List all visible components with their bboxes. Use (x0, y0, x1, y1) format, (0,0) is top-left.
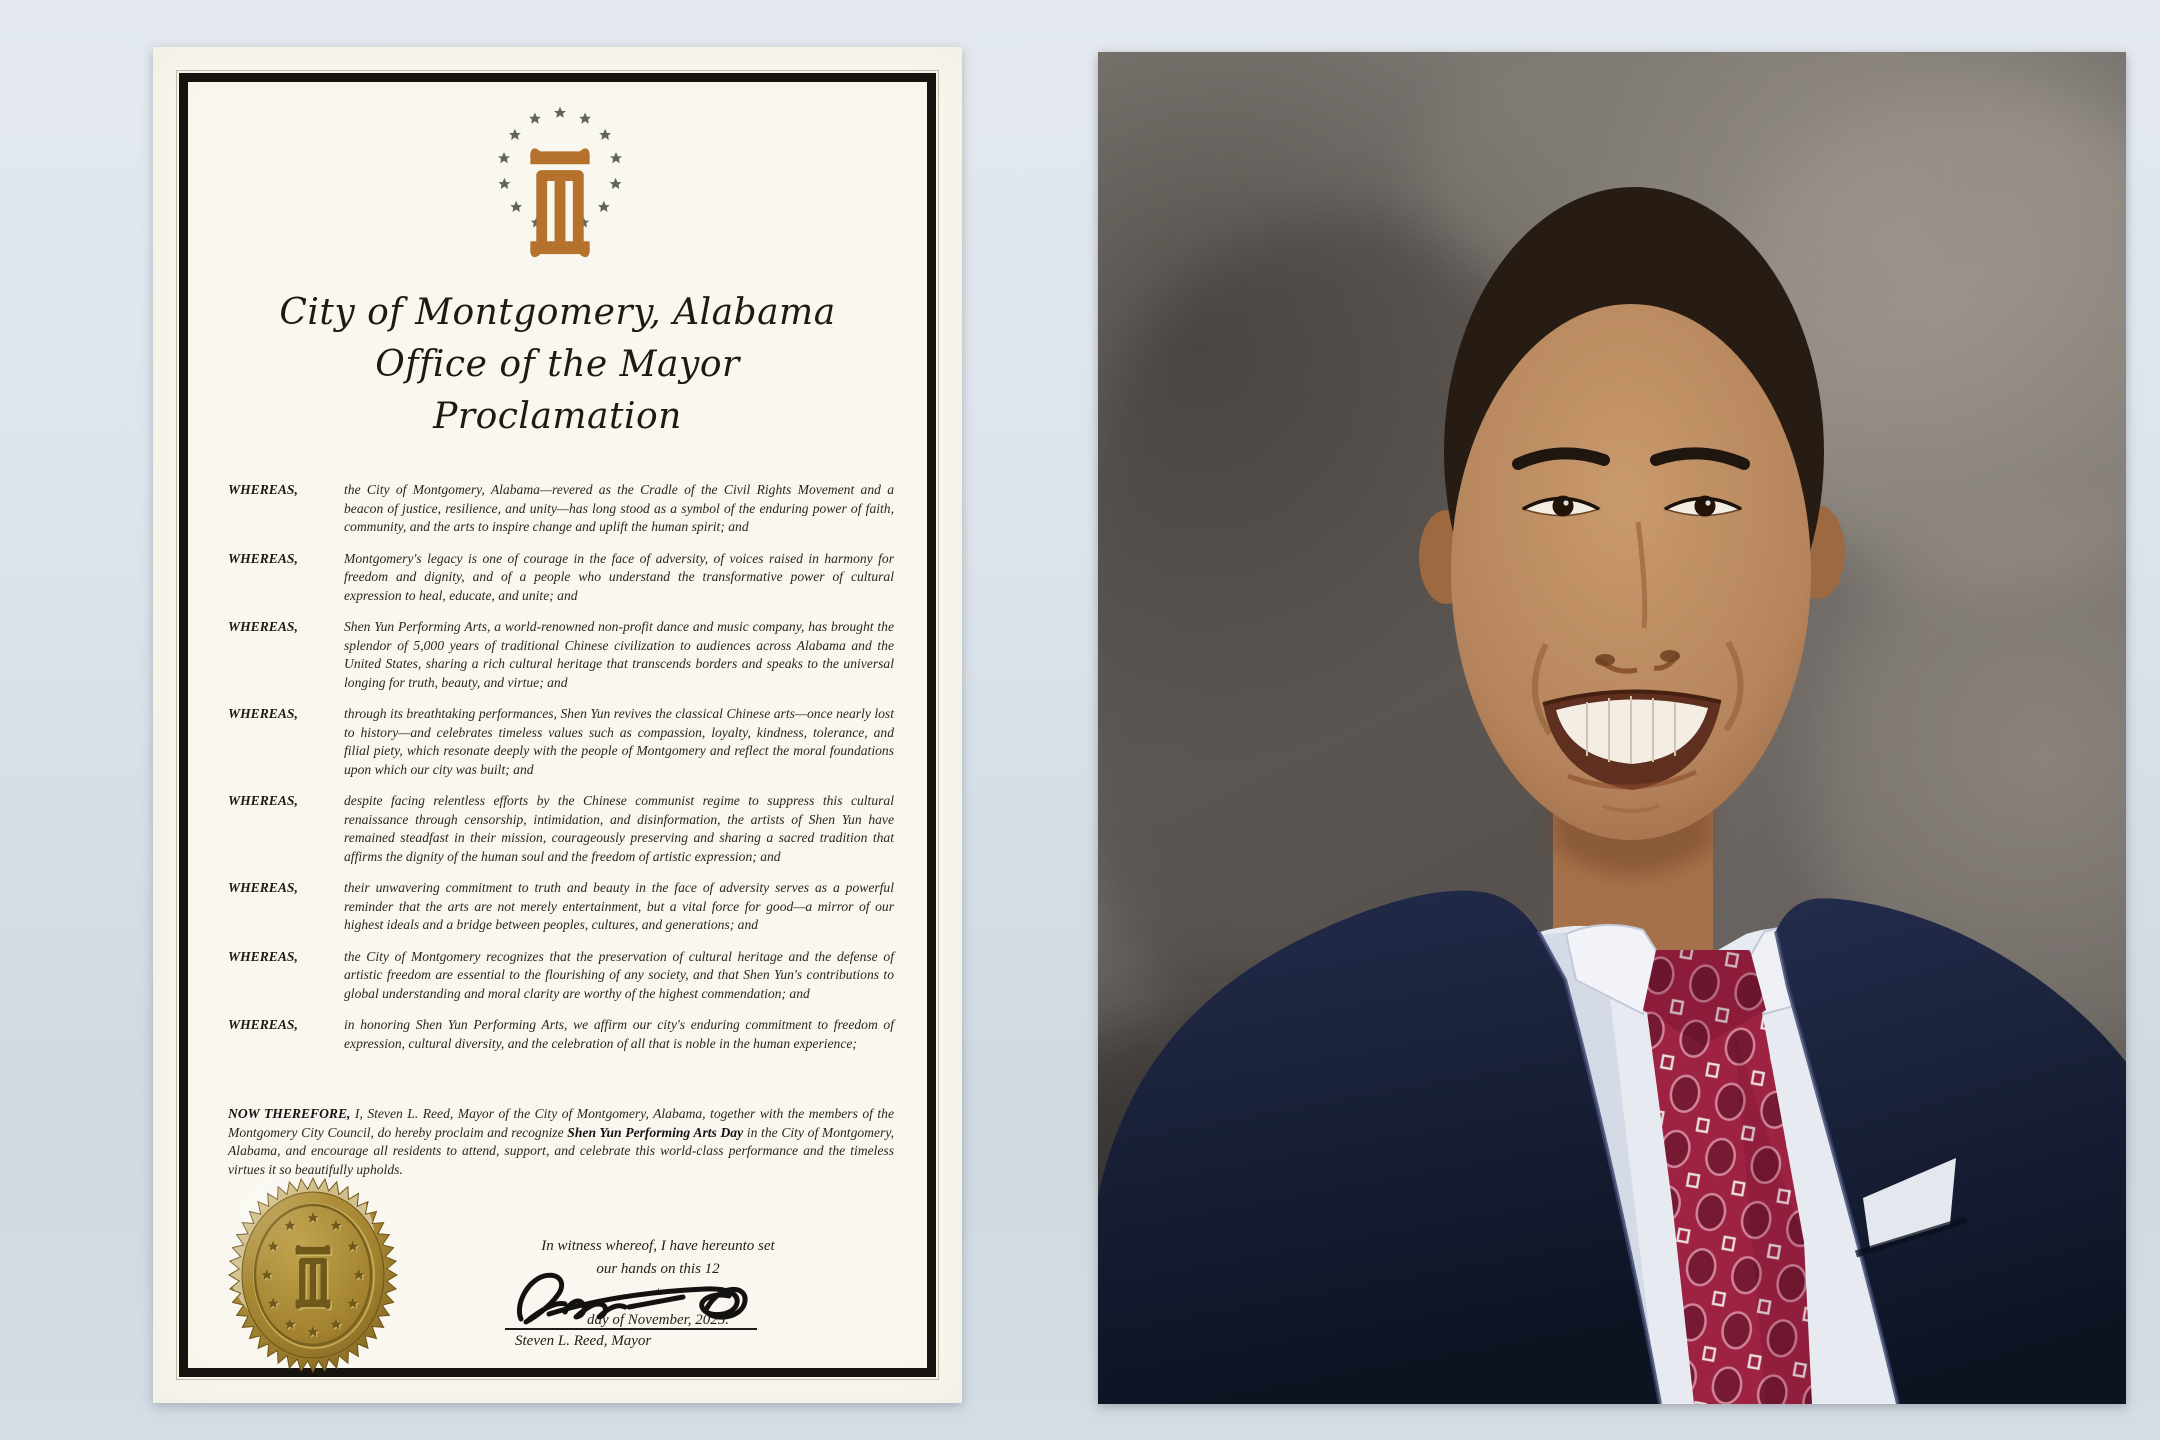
title-line-city: City of Montgomery, Alabama (279, 292, 836, 333)
title-line-office: Office of the Mayor (375, 344, 740, 385)
whereas-clause (228, 618, 894, 692)
whereas-label: WHEREAS, (228, 550, 298, 566)
signatory-name: Steven L. Reed, Mayor (515, 1333, 652, 1349)
now-therefore-lead: NOW THEREFORE, (228, 1106, 351, 1121)
proclamation-declaration (228, 1105, 894, 1179)
whereas-text: despite facing relentless efforts by the Chinese communist regime to suppress this cultural renaissance through censorship, intimidation, and disinformation, the artists of Shen Yun have remained steadfast in their mission, courageously preserving and sharing a sacred tradition that affirms the dignity of the human soul and the freedom of artistic expression; and (344, 793, 894, 864)
declaration-text-pre: I, Steven L. Reed, Mayor of the City of Montgomery, Alabama, together with the members of the Montgomery City Council, do hereby proclaim and recognize (228, 1106, 894, 1140)
whereas-clause (228, 550, 894, 606)
whereas-label: WHEREAS, (228, 880, 298, 895)
whereas-label: WHEREAS, (228, 482, 298, 497)
whereas-text: the City of Montgomery, Alabama—revered as the Cradle of the Civil Rights Movement and a beacon of justice, resilience, and unity—has long stood as a symbol of the enduring power of faith, community, and the arts to inspire change and uplift the human spirit; and (344, 482, 894, 534)
mayor-signature (511, 1267, 751, 1331)
proclamation-document (153, 47, 962, 1403)
whereas-text: through its breathtaking performances, Shen Yun revives the classical Chinese arts—once nearly lost to history—and celebrates timeless values such as compassion, loyalty, kindness, tolerance, and filial piety, which resonate deeply with the people of Montgomery and reflect the moral foundations upon which our city was built; and (344, 706, 894, 777)
document-title (188, 287, 927, 443)
whereas-clauses (228, 481, 894, 1066)
whereas-clause (228, 948, 894, 1004)
portrait-illustration (1098, 52, 2126, 1404)
mayor-portrait-photo (1098, 52, 2126, 1404)
whereas-text: Shen Yun Performing Arts, a world-renowned non-profit dance and music company, has brought the splendor of 5,000 years of traditional Chinese civilization to audiences across Alabama and the United States, sharing a rich cultural heritage that transcends borders and speaks to the universal longing for truth, beauty, and virtue; and (344, 619, 894, 690)
proclaimed-day-name: Shen Yun Performing Arts Day (567, 1124, 744, 1140)
signature-line (505, 1328, 757, 1330)
whereas-clause (228, 879, 894, 935)
gold-foil-seal (228, 1177, 398, 1373)
witness-line2-date: day of November, 2025. (586, 1312, 730, 1328)
whereas-label: WHEREAS, (228, 1017, 298, 1032)
witness-ordinal-sup: th (654, 1287, 662, 1297)
whereas-clause (228, 705, 894, 779)
whereas-clause (228, 481, 894, 537)
whereas-label: WHEREAS, (228, 948, 298, 964)
witness-line1: In witness whereof, I have hereunto set (541, 1238, 775, 1254)
title-line-proclamation: Proclamation (433, 396, 682, 437)
column-m-icon (530, 148, 590, 257)
whereas-clause (228, 792, 894, 866)
whereas-label: WHEREAS, (228, 706, 298, 721)
whereas-label: WHEREAS, (228, 619, 298, 634)
whereas-text: Montgomery's legacy is one of courage in the face of adversity, of voices raised in harmony for freedom and dignity, and of a people who understand the transformative power of cultural expression to heal, educate, and unite; and (344, 550, 894, 603)
whereas-clause (228, 1016, 894, 1053)
declaration-text-post: in the City of Montgomery, Alabama, and encourage all residents to attend, support, and celebrate this world-class performance and the timeless virtues it so beautifully upholds. (228, 1124, 894, 1177)
whereas-text: their unwavering commitment to truth and beauty in the face of adversity serves as a powerful reminder that the arts are not merely entertainment, but a vital force for good—a mirror of our highest ideals and a bridge between peoples, cultures, and generations; and (344, 880, 894, 932)
whereas-label: WHEREAS, (228, 793, 298, 808)
city-of-montgomery-logo (490, 105, 630, 265)
whereas-text: the City of Montgomery recognizes that the preservation of cultural heritage and the defense of artistic freedom are essential to the flourishing of any society, and that Shen Yun's contributions to global understanding and moral clarity are worthy of the highest commendation; and (344, 948, 894, 1001)
witness-line2-text: our hands on this 12 (596, 1261, 720, 1277)
whereas-text: in honoring Shen Yun Performing Arts, we affirm our city's enduring commitment to freedom of expression, cultural diversity, and the celebration of all that is noble in the human experience; (344, 1017, 894, 1051)
